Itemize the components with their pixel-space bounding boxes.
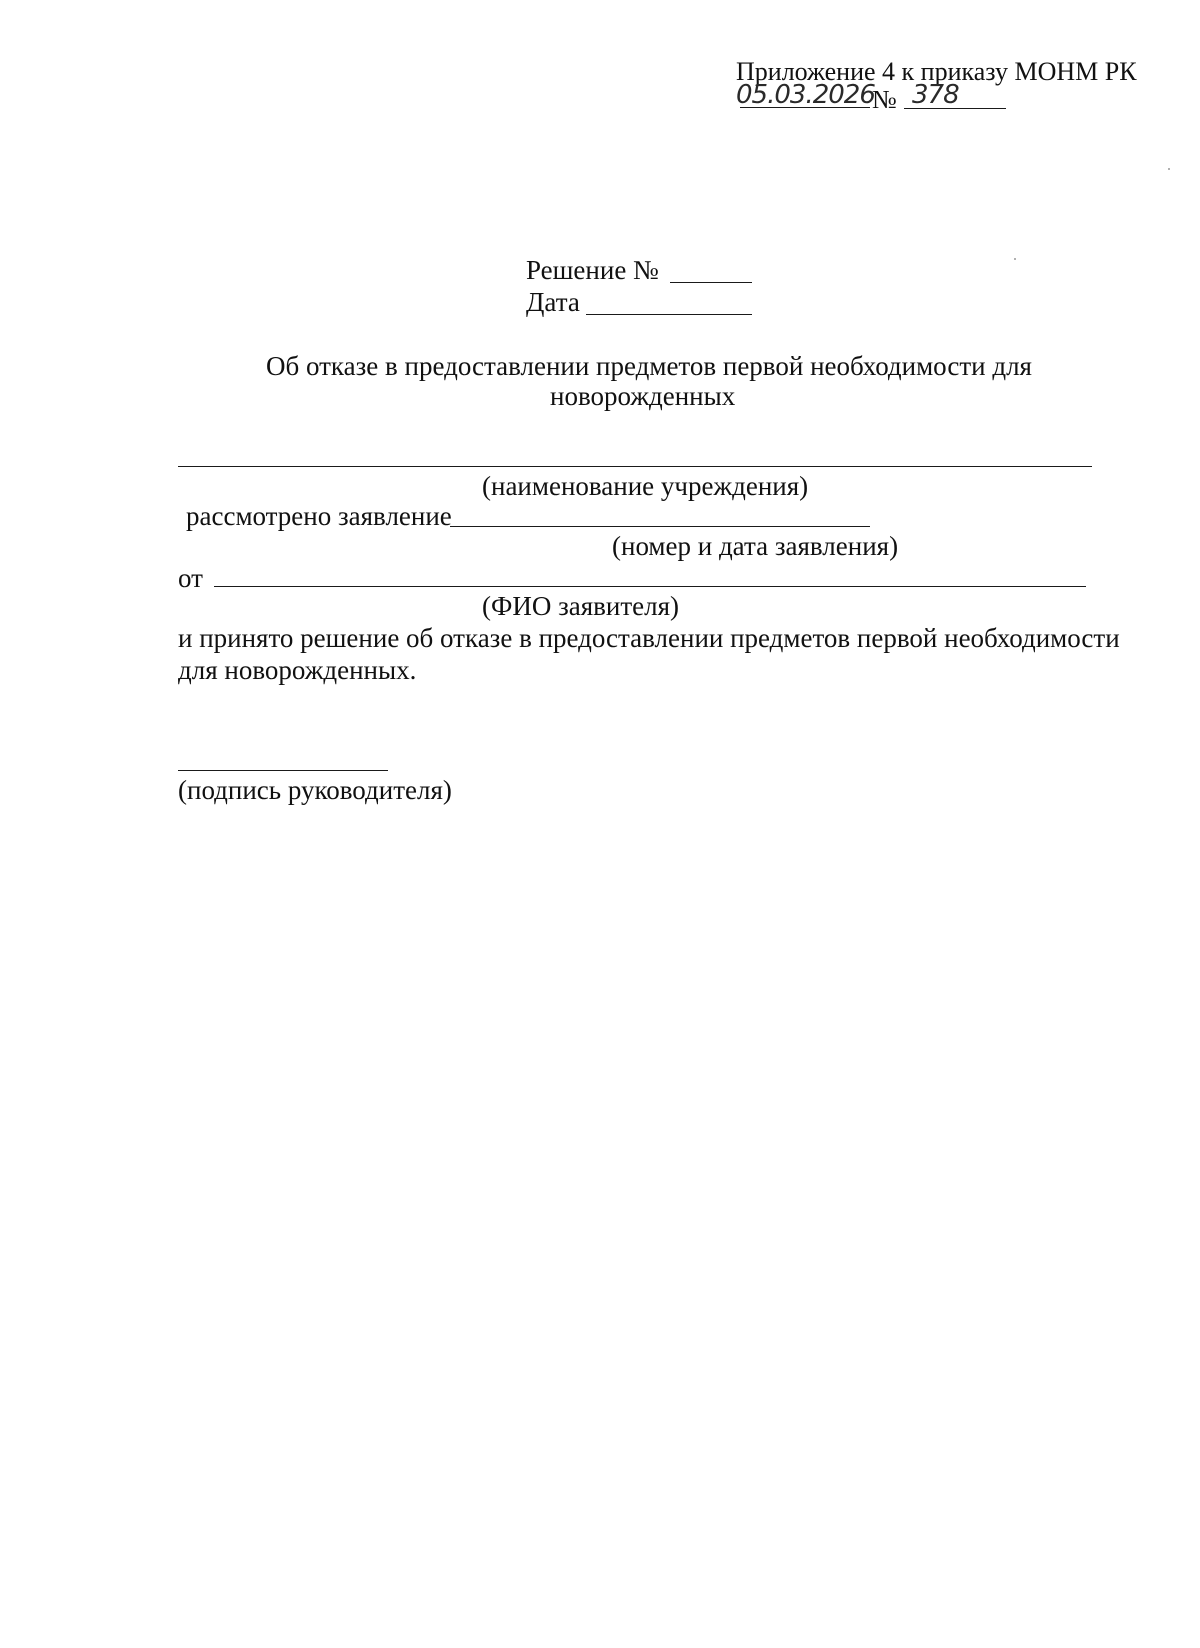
document-title-line1: Об отказе в предоставлении предметов первой необходимости для	[266, 351, 1032, 381]
scan-speck	[1014, 258, 1016, 260]
decision-number-blank	[670, 282, 752, 283]
order-number-sign: №	[872, 85, 897, 114]
order-date-handwritten: 05.03.2026	[736, 80, 875, 110]
application-caption: (номер и дата заявления)	[612, 531, 899, 561]
decision-text-line1: и принято решение об отказе в предоставлении предметов первой необходимости	[178, 623, 1120, 653]
decision-number-label: Решение №	[526, 255, 659, 285]
applicant-caption: (ФИО заявителя)	[482, 591, 680, 621]
decision-date-label: Дата	[526, 287, 580, 317]
considered-label: рассмотрено заявление	[186, 501, 452, 531]
applicant-blank	[214, 586, 1086, 587]
application-blank	[450, 526, 870, 527]
institution-caption: (наименование учреждения)	[482, 471, 809, 501]
decision-text-line2: для новорожденных.	[178, 655, 417, 685]
appendix-heading: Приложение 4 к приказу МОНМ РК	[736, 57, 1137, 86]
institution-blank	[178, 466, 1092, 467]
order-number-underline	[904, 108, 1006, 109]
from-label: от	[178, 563, 203, 593]
signature-blank	[178, 770, 388, 771]
document-title-line2: новорожденных	[550, 381, 736, 411]
order-number-handwritten: 378	[912, 80, 959, 110]
order-date-underline	[740, 107, 870, 108]
signature-caption: (подпись руководителя)	[178, 775, 452, 805]
decision-date-blank	[586, 314, 752, 315]
scan-speck	[1168, 168, 1170, 170]
